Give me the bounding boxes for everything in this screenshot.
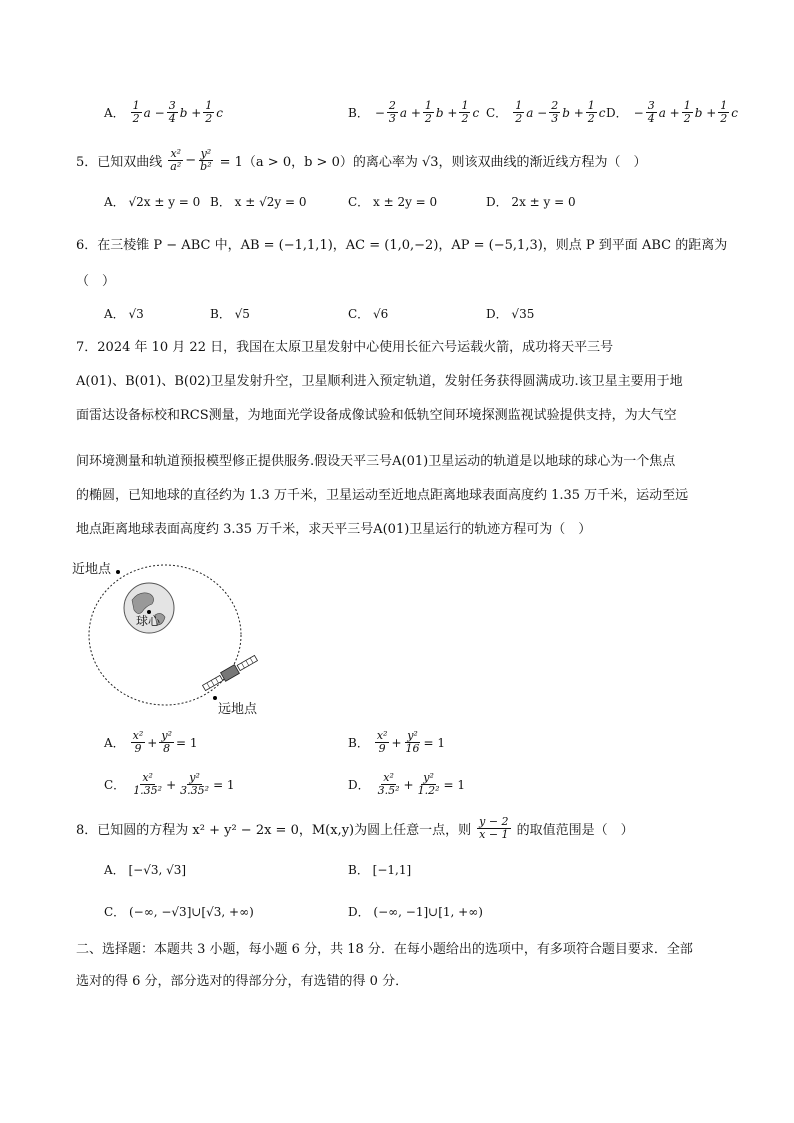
q7-option-b: B． $\frac{\text{x²}}{9}$ + $\frac{\text{y²}}{16}$ = 1 <box>348 729 446 755</box>
q8-option-a: A． [−√3, √3] <box>104 863 187 877</box>
q7-option-a: A． $\frac{\text{x²}}{9}$ + $\frac{\text{y²}}{8}$ = 1 <box>104 729 198 755</box>
perigee-point <box>116 570 120 574</box>
q4-option-d: D． − $\frac{3}{4}$ a + $\frac{1}{2}$ b + $\frac{1}{2}$ c <box>606 99 739 125</box>
satellite-icon <box>202 654 259 693</box>
section2-line-1: 二、选择题：本题共 3 小题，每小题 6 分，共 18 分．在每小题给出的选项中，有多项符合题目要求．全部 <box>76 942 693 957</box>
q4-option-b: B． − $\frac{2}{3}$ a + $\frac{1}{2}$ b + $\frac{1}{2}$ c <box>348 99 480 125</box>
q6-option-d: D． √35 <box>486 307 535 321</box>
apogee-label: 远地点 <box>218 702 258 717</box>
q7-line-5: 的椭圆，已知地球的直径约为 1.3 万千米，卫星运动至近地点距离地球表面高度约 1.35 万千米，运动至远 <box>76 488 689 503</box>
q6-paren: （ ） <box>76 274 116 289</box>
q6-stem: 6．在三棱锥 P − ABC 中，AB = (−1,1,1)，AC = (1,0,−2)，AP = (−5,1,3)，则点 P 到平面 ABC 的距离为 <box>76 238 728 253</box>
q6-option-c: C． √6 <box>348 307 389 321</box>
perigee-label: 近地点 <box>72 562 112 577</box>
q8-option-d: D． (−∞, −1]∪[1, +∞) <box>348 905 483 919</box>
q5-option-a: A． √2x ± y = 0 <box>104 195 201 209</box>
q7-line-6: 地点距离地球表面高度约 3.35 万千米，求天平三号A(01)卫星运行的轨迹方程可为（ ） <box>76 522 592 537</box>
q8-option-b: B． [−1,1] <box>348 863 412 877</box>
q7-line-1: 7．2024 年 10 月 22 日，我国在太原卫星发射中心使用长征六号运载火箭，成功将天平三号 <box>76 340 614 355</box>
q8-stem: 8．已知圆的方程为 x² + y² − 2x = 0，M(x,y)为圆上任意一点，则 $\frac{y - 2}{x - 1}$ 的取值范围是（ ） <box>76 815 634 841</box>
q5-option-b: B． x ± √2y = 0 <box>210 195 307 209</box>
q6-option-b: B． √5 <box>210 307 250 321</box>
q7-option-d: D． $\frac{\text{x²}}{\text{3.5²}}$ + $\frac{\text{y²}}{\text{1.2²}}$ = 1 <box>348 771 466 797</box>
orbit-ellipse <box>89 565 241 705</box>
q4-option-c: C． $\frac{1}{2}$ a − $\frac{2}{3}$ b + $\frac{1}{2}$ c <box>486 99 606 125</box>
apogee-point <box>213 696 217 700</box>
q5-option-d: D． 2x ± y = 0 <box>486 195 576 209</box>
q7-option-c: C． $\frac{\text{x²}}{\text{1.35²}}$ + $\frac{\text{y²}}{\text{3.35²}}$ = 1 <box>104 771 235 797</box>
q8-option-c: C． (−∞, −√3]∪[√3, +∞) <box>104 905 254 919</box>
q5-option-c: C． x ± 2y = 0 <box>348 195 438 209</box>
earth-center-label: 球心 <box>136 614 161 628</box>
q4-option-a: A． $\frac{1}{2}$ a − $\frac{3}{4}$ b + $\frac{1}{2}$ c <box>104 99 223 125</box>
q5-stem: 5．已知双曲线 $\frac{\text{x²}}{\text{a²}}$ − $\frac{\text{y²}}{\text{b²}}$ = 1（a > 0，b > 0）的离心率为 √3，则该双曲线的渐近线方程为（ ） <box>76 147 647 173</box>
q7-line-2: A(01)、B(01)、B(02)卫星发射升空，卫星顺利进入预定轨道，发射任务获得圆满成功.该卫星主要用于地 <box>76 374 683 389</box>
q6-option-a: A． √3 <box>104 307 144 321</box>
q7-line-4: 间环境测量和轨道预报模型修正提供服务.假设天平三号A(01)卫星运动的轨道是以地球的球心为一个焦点 <box>76 454 676 469</box>
q7-line-3: 面雷达设备标校和RCS测量，为地面光学设备成像试验和低轨空间环境探测监视试验提供支持，为大气空 <box>76 408 677 423</box>
section2-line-2: 选对的得 6 分，部分选对的得部分分，有选错的得 0 分． <box>76 974 409 989</box>
